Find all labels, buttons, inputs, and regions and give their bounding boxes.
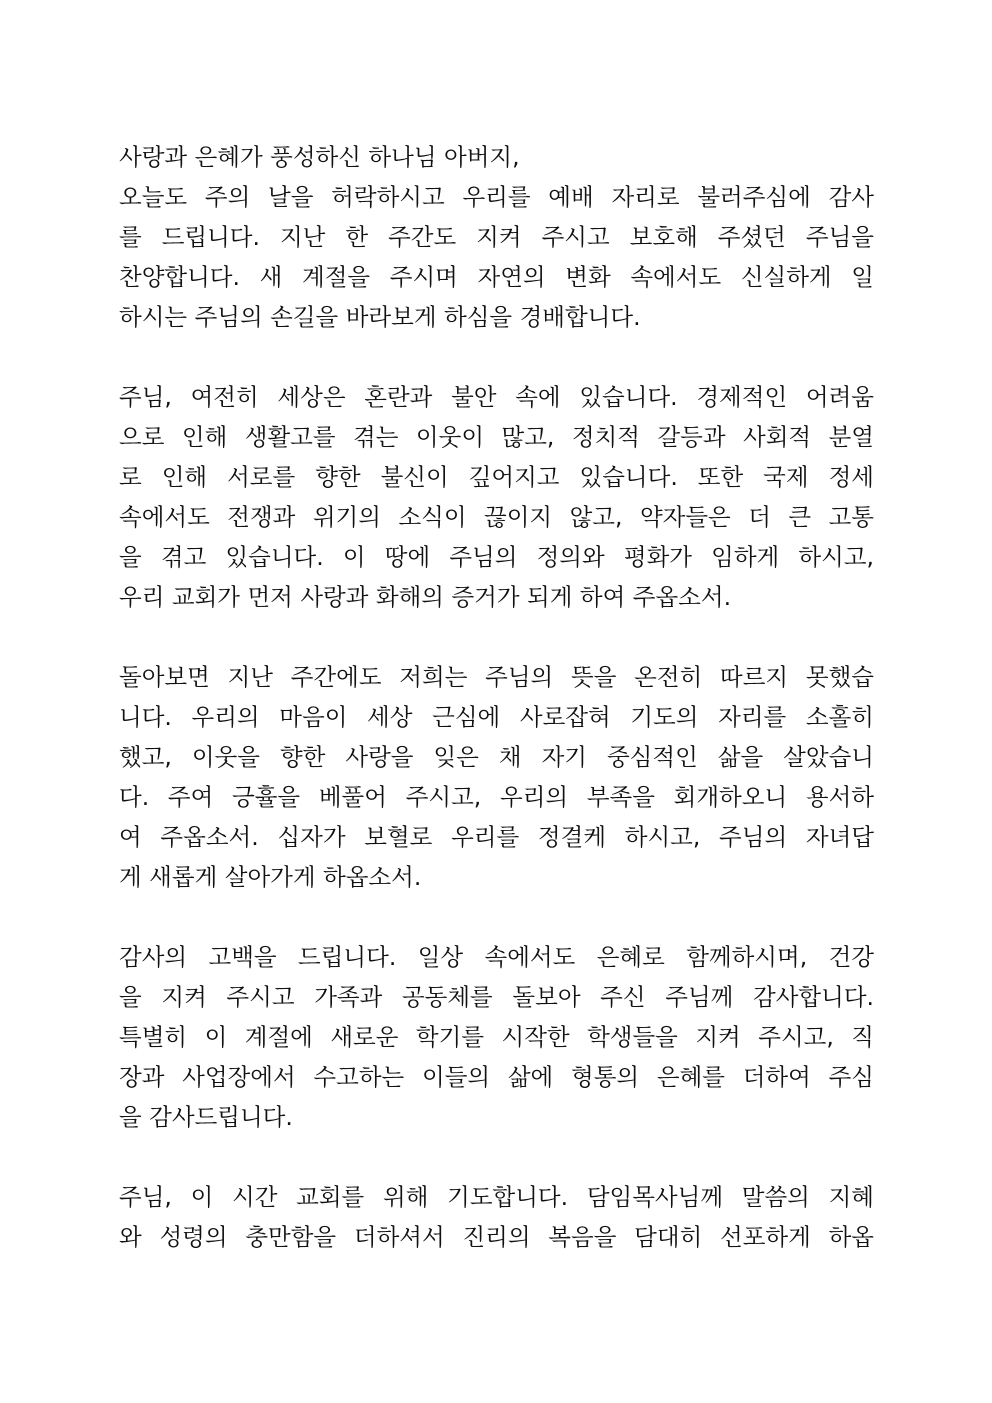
text-line: 주님, 이 시간 교회를 위해 기도합니다. 담임목사님께 말씀의 지혜 (119, 1183, 874, 1211)
text-line: 속에서도 전쟁과 위기의 소식이 끊이지 않고, 약자들은 더 큰 고통 (119, 503, 874, 531)
paragraph (119, 377, 874, 617)
text-line: 하시는 주님의 손길을 바라보게 하심을 경배합니다. (119, 303, 641, 331)
text-line: 감사의 고백을 드립니다. 일상 속에서도 은혜로 함께하시며, 건강 (119, 943, 874, 971)
text-line: 찬양합니다. 새 계절을 주시며 자연의 변화 속에서도 신실하게 일 (119, 263, 874, 291)
text-line: 를 드립니다. 지난 한 주간도 지켜 주시고 보호해 주셨던 주님을 (119, 223, 874, 251)
paragraph (119, 937, 874, 1137)
paragraph (119, 1177, 874, 1257)
paragraph-gap (119, 1137, 874, 1177)
text-line: 을 감사드립니다. (119, 1103, 293, 1131)
paragraph (119, 657, 874, 897)
text-line: 로 인해 서로를 향한 불신이 깊어지고 있습니다. 또한 국제 정세 (119, 463, 874, 491)
paragraph-gap (119, 337, 874, 377)
paragraph (119, 137, 874, 337)
prayer-text (119, 137, 874, 1257)
text-line: 특별히 이 계절에 새로운 학기를 시작한 학생들을 지켜 주시고, 직 (119, 1023, 874, 1051)
text-line: 오늘도 주의 날을 허락하시고 우리를 예배 자리로 불러주심에 감사 (119, 183, 874, 211)
text-line: 을 지켜 주시고 가족과 공동체를 돌보아 주신 주님께 감사합니다. (119, 983, 874, 1011)
text-line: 장과 사업장에서 수고하는 이들의 삶에 형통의 은혜를 더하여 주심 (119, 1063, 874, 1091)
text-line: 게 새롭게 살아가게 하옵소서. (119, 863, 422, 891)
text-line: 돌아보면 지난 주간에도 저희는 주님의 뜻을 온전히 따르지 못했습 (119, 663, 874, 691)
paragraph-gap (119, 617, 874, 657)
text-line: 다. 주여 긍휼을 베풀어 주시고, 우리의 부족을 회개하오니 용서하 (119, 783, 874, 811)
text-line: 으로 인해 생활고를 겪는 이웃이 많고, 정치적 갈등과 사회적 분열 (119, 423, 874, 451)
text-line: 사랑과 은혜가 풍성하신 하나님 아버지, (119, 143, 520, 171)
text-line: 와 성령의 충만함을 더하셔서 진리의 복음을 담대히 선포하게 하옵 (119, 1223, 874, 1251)
text-line: 우리 교회가 먼저 사랑과 화해의 증거가 되게 하여 주옵소서. (119, 583, 732, 611)
paragraph-gap (119, 897, 874, 937)
text-line: 했고, 이웃을 향한 사랑을 잊은 채 자기 중심적인 삶을 살았습니 (119, 743, 874, 771)
text-line: 여 주옵소서. 십자가 보혈로 우리를 정결케 하시고, 주님의 자녀답 (119, 823, 874, 851)
text-line: 니다. 우리의 마음이 세상 근심에 사로잡혀 기도의 자리를 소홀히 (119, 703, 874, 731)
text-line: 을 겪고 있습니다. 이 땅에 주님의 정의와 평화가 임하게 하시고, (119, 543, 874, 571)
text-line: 주님, 여전히 세상은 혼란과 불안 속에 있습니다. 경제적인 어려움 (119, 383, 874, 411)
